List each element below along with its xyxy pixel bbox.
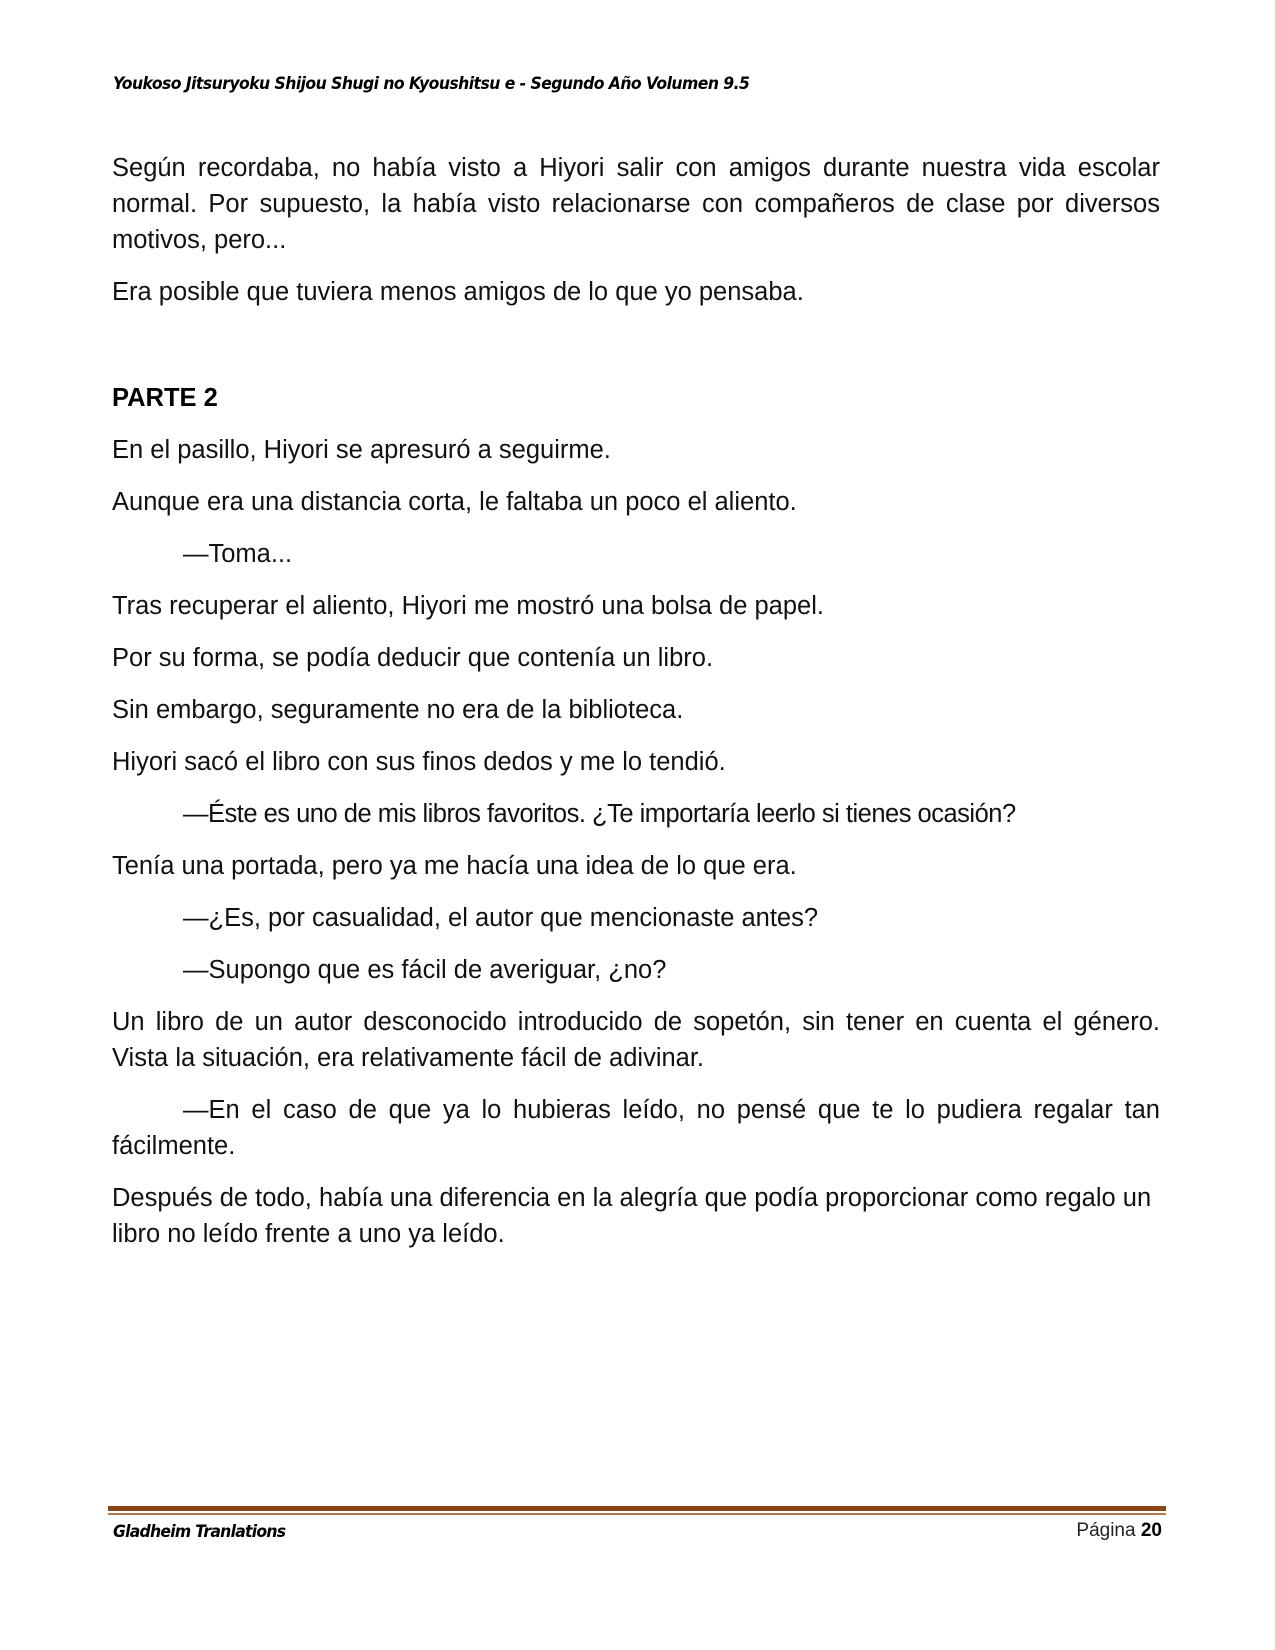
footer-rule bbox=[108, 1506, 1166, 1515]
dialogue-line: —Éste es uno de mis libros favoritos. ¿Te importaría leerlo si tienes ocasión? bbox=[183, 800, 1016, 828]
paragraph: Un libro de un autor desconocido introducido de sopetón, sin tener en cuenta el género. Vista la situación, era relativamente fácil de adivinar. bbox=[112, 1008, 1160, 1072]
paragraph: Después de todo, había una diferencia en la alegría que podía proporcionar como regalo un libro no leído frente a uno ya leído. bbox=[112, 1184, 1152, 1248]
footer-rule-thin bbox=[108, 1513, 1166, 1515]
dialogue-line: —Toma... bbox=[183, 540, 293, 568]
dialogue-line: —Supongo que es fácil de averiguar, ¿no? bbox=[183, 956, 667, 984]
paragraph: Aunque era una distancia corta, le faltaba un poco el aliento. bbox=[112, 488, 797, 516]
paragraph: Hiyori sacó el libro con sus finos dedos y me lo tendió. bbox=[112, 748, 726, 776]
paragraph: Era posible que tuviera menos amigos de lo que yo pensaba. bbox=[112, 278, 804, 306]
page-number: 20 bbox=[1140, 1520, 1162, 1541]
footer-rule-thick bbox=[108, 1506, 1166, 1511]
footer-publisher: Gladheim Tranlations bbox=[113, 1522, 286, 1542]
paragraph: Tras recuperar el aliento, Hiyori me mostró una bolsa de papel. bbox=[112, 592, 824, 620]
paragraph: Según recordaba, no había visto a Hiyori salir con amigos durante nuestra vida escolar normal. Por supuesto, la había visto relacionarse con compañeros de clase por diversos motivos, pero... bbox=[112, 154, 1160, 254]
page-number-label bbox=[1076, 1520, 1162, 1542]
section-heading: PARTE 2 bbox=[112, 384, 218, 412]
body-text bbox=[112, 150, 1160, 1268]
page-label: Página bbox=[1076, 1520, 1136, 1541]
paragraph: En el pasillo, Hiyori se apresuró a seguirme. bbox=[112, 436, 611, 464]
paragraph: Por su forma, se podía deducir que contenía un libro. bbox=[112, 644, 714, 672]
running-header: Youkoso Jitsuryoku Shijou Shugi no Kyoushitsu e - Segundo Año Volumen 9.5 bbox=[113, 74, 750, 94]
paragraph: Sin embargo, seguramente no era de la biblioteca. bbox=[112, 696, 684, 724]
dialogue-line: —En el caso de que ya lo hubieras leído, no pensé que te lo pudiera regalar tan fácilmente. bbox=[112, 1096, 1160, 1160]
paragraph: Tenía una portada, pero ya me hacía una idea de lo que era. bbox=[112, 852, 797, 880]
dialogue-line: —¿Es, por casualidad, el autor que mencionaste antes? bbox=[183, 904, 819, 932]
